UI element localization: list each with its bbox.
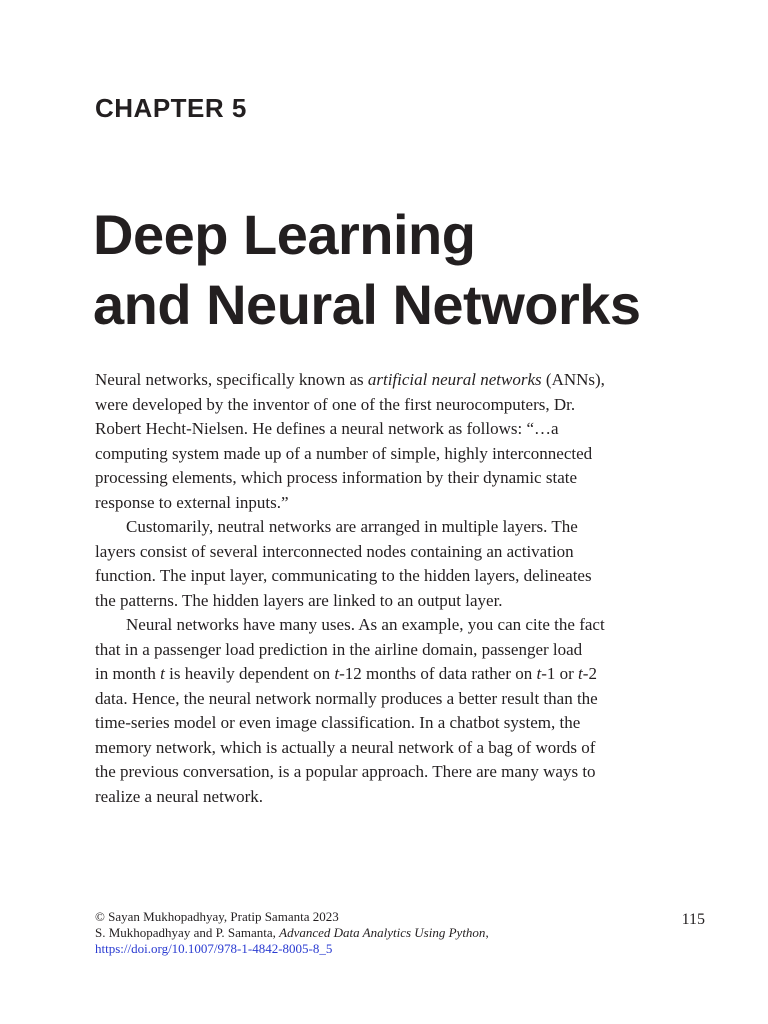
citation-book-title: Advanced Data Analytics Using Python	[279, 925, 486, 940]
italic-variable: t	[160, 664, 165, 683]
text-line	[95, 662, 710, 687]
text-line: computing system made up of a number of simple, highly interconnected	[95, 443, 593, 463]
text-line: layers consist of several interconnected nodes containing an activation	[95, 541, 574, 561]
citation-authors: S. Mukhopadhyay and P. Samanta,	[95, 925, 280, 940]
doi-link[interactable]: https://doi.org/10.1007/978-1-4842-8005-8_5	[95, 941, 333, 956]
citation-punctuation: ,	[485, 925, 489, 940]
chapter-title	[93, 200, 641, 340]
text-line: realize a neural network.	[95, 786, 264, 806]
text-run: in month	[95, 664, 161, 683]
text-line: the patterns. The hidden layers are linked to an output layer.	[95, 590, 503, 610]
italic-term: artificial neural networks	[367, 370, 542, 389]
text-line: response to external inputs.”	[95, 492, 289, 512]
doi-line	[95, 941, 489, 957]
text-run: Neural networks, specifically known as	[95, 370, 368, 389]
italic-variable: t	[536, 664, 542, 683]
text-run: (ANNs),	[541, 370, 605, 389]
text-run: -12 months of data rather on	[339, 664, 537, 683]
text-line: Neural networks have many uses. As an example, you can cite the fact	[126, 615, 605, 634]
text-line: processing elements, which process information by their dynamic state	[95, 468, 578, 487]
page-number: 115	[681, 911, 705, 928]
text-run: -1 or	[541, 664, 579, 683]
text-line: Robert Hecht-Nielsen. He defines a neural network as follows: “…a	[95, 419, 559, 438]
text-line: data. Hence, the neural network normally produces a better result than the	[95, 688, 598, 708]
text-line: the previous conversation, is a popular approach. There are many ways to	[95, 762, 596, 781]
text-run: -2	[582, 664, 597, 683]
copyright-notice: © Sayan Mukhopadhyay, Pratip Samanta 2023	[95, 909, 339, 924]
paragraph-3	[95, 613, 710, 809]
text-line	[95, 368, 710, 393]
chapter-title-line-1: Deep Learning	[93, 203, 476, 266]
text-line: were developed by the inventor of one of the first neurocomputers, Dr.	[95, 394, 576, 414]
body-text	[95, 368, 710, 809]
chapter-label: CHAPTER 5	[95, 93, 247, 123]
text-line: memory network, which is actually a neural network of a bag of words of	[95, 737, 596, 757]
citation	[95, 925, 489, 941]
text-run: is heavily dependent on	[164, 664, 335, 683]
paragraph-2	[95, 515, 710, 613]
text-line: that in a passenger load prediction in the airline domain, passenger load	[95, 639, 583, 659]
text-line: function. The input layer, communicating to the hidden layers, delineates	[95, 566, 592, 585]
italic-variable: t	[578, 664, 583, 683]
text-line: time-series model or even image classification. In a chatbot system, the	[95, 713, 581, 732]
footer	[95, 909, 489, 957]
text-line: Customarily, neutral networks are arranged in multiple layers. The	[126, 517, 578, 536]
paragraph-1	[95, 368, 710, 515]
chapter-title-line-2: and Neural Networks	[93, 273, 641, 336]
italic-variable: t	[334, 664, 340, 683]
